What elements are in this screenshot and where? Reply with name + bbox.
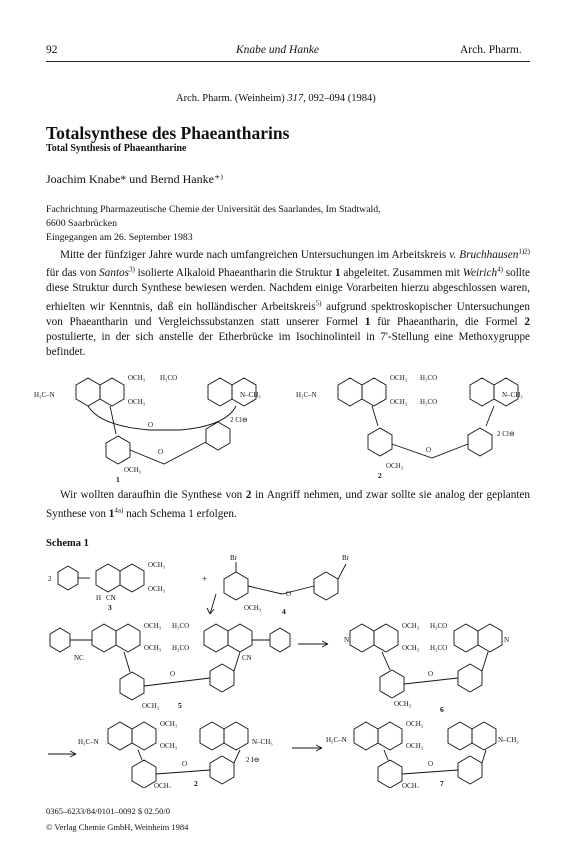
- compound-5: [50, 622, 290, 710]
- s6-och3-a: OCH₃: [402, 622, 420, 630]
- s2b-2i: 2 I⊖: [246, 756, 260, 764]
- paragraph-2-run: 1: [108, 507, 115, 520]
- s4-br-a: Br: [230, 554, 237, 562]
- s5-cn: CN: [242, 654, 252, 662]
- s5-och3-c: OCH₃: [142, 702, 160, 710]
- s2-2cl: 2 Cl⊖: [497, 430, 515, 438]
- s3-h: H: [96, 594, 102, 602]
- s3-two: 2: [48, 575, 52, 583]
- s5-och3-b: OCH₃: [144, 644, 162, 652]
- paragraph-1-run: v. Bruchhausen: [449, 248, 519, 261]
- s5-o: O: [170, 670, 176, 678]
- paragraph-1-run: 1: [364, 316, 371, 329]
- s6-n-a: N: [344, 636, 350, 644]
- s3-och3-a: OCH₃: [148, 561, 166, 569]
- s2-h3cn: H₃C–N: [296, 391, 317, 399]
- paragraph-1-run: 1: [334, 267, 341, 280]
- s7-o: O: [428, 760, 434, 768]
- s5-nc: NC: [74, 654, 84, 662]
- header-rule: [46, 61, 530, 62]
- authors: Joachim Knabe* und Bernd Hanke⁺⁾: [46, 172, 224, 186]
- running-title: Knabe und Hanke: [236, 44, 320, 56]
- s5-och3-a: OCH₃: [144, 622, 162, 630]
- compound-2-label: 2: [378, 471, 382, 480]
- s6-och3-c: OCH₃: [394, 700, 412, 708]
- structure-2: [296, 374, 523, 480]
- s7-och3-b: OCH₃: [406, 742, 424, 750]
- s1-2cl: 2 Cl⊖: [230, 416, 248, 424]
- s7-h3cn: H₃C–N: [326, 736, 347, 744]
- s4-br-b: Br: [342, 554, 349, 562]
- paragraph-1-run: für das von: [46, 267, 100, 280]
- s2b-och3-a: OCH₃: [160, 720, 178, 728]
- footer-code: 0365–6233/84/0101–0092 $ 02.50/0: [46, 806, 170, 816]
- paragraph-1-run: Weirich: [462, 267, 498, 280]
- s2-h3co-b: H₃CO: [420, 398, 438, 406]
- paragraph-1-run: abgeleitet. Zusammen mit: [340, 267, 463, 280]
- paragraph-1-run: 5): [315, 299, 322, 308]
- s1-och3-b: OCH₃: [128, 398, 146, 406]
- paragraph-1-run: postulierte, in der sich anstelle der Etherbrücke im Isochinolinteil in 7'-Stellung eine Methoxygruppe befindet.: [46, 331, 530, 359]
- s1-o-a: O: [148, 421, 154, 429]
- s1-h3cn: H₃C–N: [34, 391, 55, 399]
- citation: [176, 93, 376, 104]
- compound-2-scheme: [78, 720, 273, 788]
- compound-3-label: 3: [108, 603, 112, 612]
- s7-och3-a: OCH₃: [406, 720, 424, 728]
- s6-h3co-b: H₃CO: [430, 644, 448, 652]
- compound-7-label: 7: [440, 779, 444, 788]
- s2-och3-b: OCH₃: [390, 398, 408, 406]
- compound-4-label: 4: [282, 607, 286, 616]
- paragraph-1-run: sollte diese Struktur durch Synthese bewiesen werden. Nachdem einige Vorarbeiten hierzu abgeschlossen waren, erhielten wir Kenntnis, daß ein holländischer Arbeitskreis: [46, 267, 530, 314]
- paragraph-2-text: [46, 489, 530, 520]
- compound-1-label: 1: [116, 475, 120, 482]
- compound-2-scheme-label: 2: [194, 779, 198, 788]
- s2b-h3cn: H₃C–N: [78, 738, 99, 746]
- compound-3: [48, 561, 166, 612]
- s3-cn: CN: [106, 594, 116, 602]
- paragraph-1-run: 1)2): [518, 247, 530, 255]
- s6-h3co-a: H₃CO: [430, 622, 448, 630]
- s2b-nch3: N–CH₃: [252, 738, 273, 746]
- scheme-1: [46, 552, 536, 788]
- s1-nch3: N–CH₃: [240, 391, 261, 399]
- paragraph-1-run: 4): [497, 265, 503, 274]
- structure-1: [34, 374, 261, 482]
- s6-n-b: N: [504, 636, 510, 644]
- page-number: 92: [46, 44, 58, 56]
- s1-o-b: O: [158, 448, 164, 456]
- s2b-o: O: [182, 760, 188, 768]
- paragraph-1-run: Santos: [99, 267, 129, 280]
- s5-h3co-a: H₃CO: [172, 622, 190, 630]
- journal-short: Arch. Pharm.: [460, 44, 522, 56]
- s4-o: O: [286, 590, 292, 598]
- s2-h3co-a: H₃CO: [420, 374, 438, 382]
- s5-h3co-b: H₃CO: [172, 644, 190, 652]
- citation-pages: , 092–094 (1984): [303, 93, 376, 104]
- article-subtitle: Total Synthesis of Phaeantharine: [46, 143, 187, 154]
- paragraph-1-run: 2: [524, 316, 530, 329]
- s1-och3-c: OCH₃: [124, 466, 142, 474]
- paragraph-1-run: isolierte Alkaloid Phaeantharin die Struktur: [134, 267, 335, 280]
- compound-4: [224, 554, 350, 616]
- paragraph-2-run: in Angriff nehmen, und zwar sollte sie analog der geplanten Synthese von: [46, 489, 530, 520]
- s6-och3-b: OCH₃: [402, 644, 420, 652]
- article-title: Totalsynthese des Phaeantharins: [46, 123, 290, 143]
- citation-volume: 317: [287, 93, 304, 104]
- scheme-label: Schema 1: [46, 538, 89, 549]
- paragraph-2-run: nach Schema 1 erfolgen.: [123, 507, 237, 520]
- s2-nch3: N–CH₃: [502, 391, 523, 399]
- s1-och3-a: OCH₃: [128, 374, 146, 382]
- compound-6: [344, 622, 509, 714]
- compound-5-label: 5: [178, 701, 182, 710]
- s7-nch3: N–CH₃: [498, 736, 519, 744]
- paragraph-2-run: Wir wollten daraufhin die Synthese von: [60, 489, 246, 501]
- compound-7: [326, 720, 519, 788]
- paragraph-2-run: 4a): [114, 506, 124, 514]
- affiliation-line-2: 6600 Saarbrücken: [46, 218, 118, 229]
- s7-och3-c: OCH₃: [402, 782, 420, 788]
- paragraph-1-run: 3): [129, 265, 135, 274]
- s2-och3-c: OCH₃: [386, 462, 404, 470]
- s3-och3-b: OCH₃: [148, 585, 166, 593]
- paragraph-1-run: aufgrund spektroskopischer Untersuchungen von Phaeantharin und Vergleichssubstanzen statt unserer Formel: [46, 301, 530, 329]
- compound-6-label: 6: [440, 705, 444, 714]
- affiliation-line-1: Fachrichtung Pharmazeutische Chemie der Universität des Saarlandes, Im Stadtwald,: [46, 204, 381, 215]
- paragraph-1-run: für Phaeantharin, die Formel: [370, 316, 525, 329]
- citation-prefix: Arch. Pharm. (Weinheim): [176, 93, 288, 104]
- paragraph-2-run: 2: [245, 489, 252, 501]
- s4-och3: OCH₃: [244, 604, 262, 612]
- paragraph-1-run: Mitte der fünfziger Jahre wurde nach umfangreichen Untersuchungen im Arbeitskreis: [60, 248, 450, 261]
- s2b-och3-b: OCH₃: [160, 742, 178, 750]
- footer-copyright: © Verlag Chemie GmbH, Weinheim 1984: [46, 822, 189, 832]
- structures-1-and-2: [30, 372, 550, 482]
- s6-o: O: [428, 670, 434, 678]
- body-paragraph-2: [46, 488, 530, 522]
- s2b-och3-c: OCH₃: [154, 782, 172, 788]
- received-date: Eingegangen am 26. September 1983: [46, 232, 193, 243]
- s1-h3co: H₃CO: [160, 374, 178, 382]
- s2-och3-a: OCH₃: [390, 374, 408, 382]
- paragraph-1-text: [46, 249, 530, 358]
- s2-o: O: [426, 446, 432, 454]
- svg-text:+: +: [202, 574, 208, 584]
- body-paragraph-1: [46, 244, 530, 360]
